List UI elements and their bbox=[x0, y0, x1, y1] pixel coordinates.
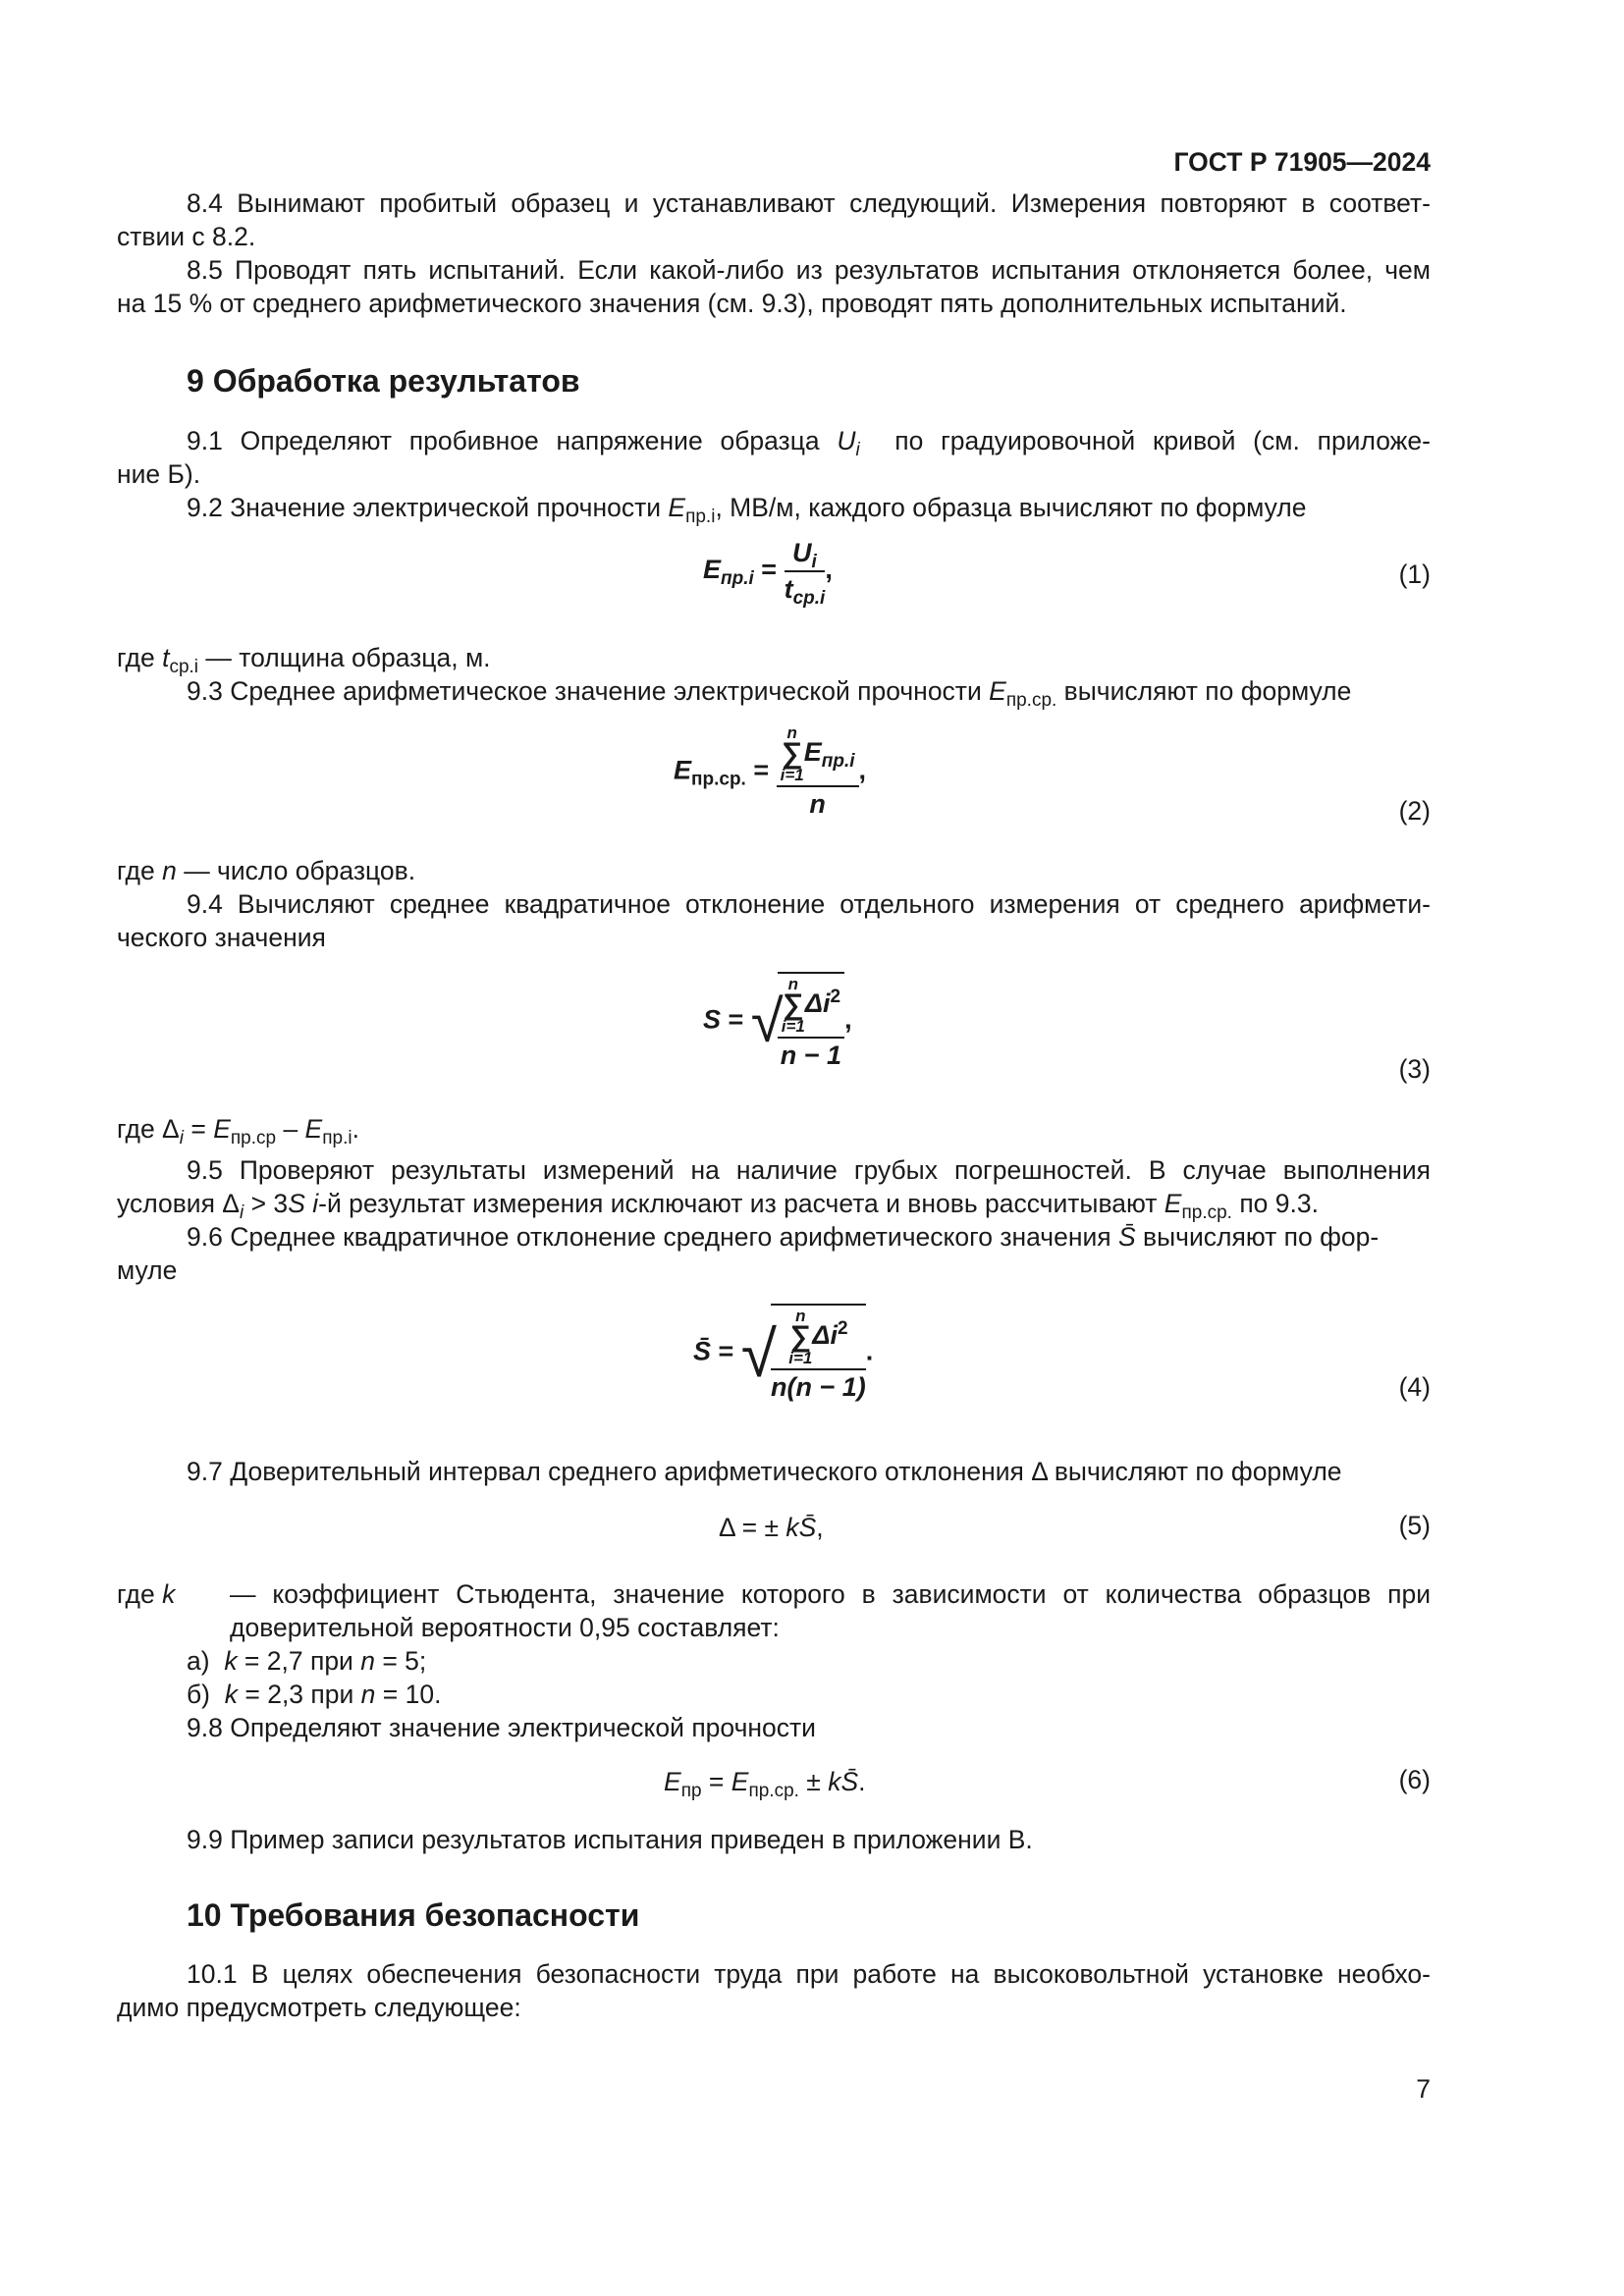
clause-text: условия Δ bbox=[117, 1189, 240, 1218]
fraction bbox=[778, 976, 844, 1071]
eq-sign: = bbox=[183, 1114, 214, 1144]
item-text: = 2,7 при bbox=[237, 1646, 361, 1676]
var-k: k bbox=[224, 1646, 238, 1676]
where-label: где Δ bbox=[117, 1114, 180, 1144]
clause-number: 10.1 bbox=[187, 1959, 238, 1989]
eq-tail: , bbox=[825, 555, 833, 585]
clause-text: Вычисляют среднее квадратичное отклонение отдельного измерения от среднего арифмети- bbox=[237, 889, 1431, 919]
paragraph-8-5-line1 bbox=[117, 253, 1431, 287]
where-t bbox=[117, 641, 491, 677]
equation-3-number: (3) bbox=[1398, 1054, 1431, 1084]
sqrt-icon: √ bbox=[740, 1316, 778, 1390]
paragraph-9-4-line1 bbox=[117, 887, 1431, 921]
where-k-line2: доверительной вероятности 0,95 составляет: bbox=[230, 1613, 780, 1642]
eq-lhs: E bbox=[703, 555, 722, 585]
pm-sign: ± bbox=[798, 1767, 829, 1796]
sum-term-sub: пр.i bbox=[821, 751, 855, 773]
where-k-line1: — коэффициент Стьюдента, значение которого в зависимости от количества образцов при bbox=[230, 1579, 1431, 1609]
where-text: — толщина образца, м. bbox=[205, 643, 491, 672]
eq-tail: . bbox=[865, 1336, 874, 1366]
var-s-bar: S̄ bbox=[840, 1767, 859, 1796]
clause-text: вычисляют по формуле bbox=[1063, 676, 1352, 706]
var-e: E bbox=[989, 676, 1006, 706]
eq-numerator-sub: i bbox=[811, 552, 817, 572]
radicand bbox=[771, 1304, 866, 1403]
sum-operator bbox=[781, 724, 804, 783]
eq-lhs: E bbox=[674, 755, 692, 785]
eq-denominator: n − 1 bbox=[780, 1041, 842, 1070]
var-e: E bbox=[213, 1114, 231, 1144]
clause-number: 9.6 bbox=[187, 1222, 223, 1252]
paragraph-9-5-line1 bbox=[117, 1153, 1431, 1187]
eq-denominator: t bbox=[784, 574, 793, 604]
var-sub: пр.i bbox=[685, 507, 716, 527]
eq-tail: , bbox=[816, 1513, 824, 1542]
var-sub: пр.ср. bbox=[748, 1781, 799, 1801]
paragraph-9-2 bbox=[187, 491, 1307, 527]
eq-denominator: n(n − 1) bbox=[771, 1372, 866, 1402]
var-e: E bbox=[731, 1767, 749, 1796]
clause-number: 9.2 bbox=[187, 493, 223, 522]
eq-denominator: n bbox=[809, 789, 826, 819]
equation-3: S = √ n ∑ i=1 $\Delta i^2$ n − 1 , bbox=[703, 972, 852, 1071]
var-u: U bbox=[837, 426, 856, 455]
fraction bbox=[777, 724, 859, 820]
equation-6 bbox=[664, 1765, 866, 1801]
paragraph-9-4-line2: ческого значения bbox=[117, 923, 326, 952]
paragraph-9-9 bbox=[187, 1823, 1033, 1856]
where-label: где bbox=[117, 1579, 155, 1609]
clause-number: 8.4 bbox=[187, 188, 223, 218]
sum-upper: n bbox=[795, 1307, 806, 1325]
var-sub: пр.ср. bbox=[1005, 690, 1057, 711]
exponent: 2 bbox=[838, 1318, 848, 1340]
clause-text: , МВ/м, каждого образца вычисляют по формуле bbox=[715, 493, 1307, 522]
standard-designation: ГОСТ Р 71905—2024 bbox=[1173, 147, 1431, 177]
list-item bbox=[187, 1678, 441, 1711]
clause-text: Среднее квадратичное отклонение среднего арифметического значения bbox=[230, 1222, 1111, 1252]
item-text: = 10. bbox=[375, 1680, 442, 1709]
where-label: где bbox=[117, 643, 155, 672]
exponent: 2 bbox=[830, 987, 841, 1008]
var-i: i bbox=[304, 1189, 319, 1218]
paragraph-8-4-line2: ствии с 8.2. bbox=[117, 222, 256, 251]
equation-4-number: (4) bbox=[1398, 1372, 1431, 1402]
clause-number: 9.8 bbox=[187, 1713, 223, 1742]
sigma-icon: ∑ bbox=[781, 737, 803, 770]
var-n: n bbox=[360, 1680, 376, 1709]
equation-5 bbox=[719, 1511, 824, 1544]
clause-number: 9.4 bbox=[187, 889, 223, 919]
eq-sign: = bbox=[701, 1767, 731, 1796]
clause-number: 8.5 bbox=[187, 255, 223, 285]
clause-number: 9.7 bbox=[187, 1457, 223, 1486]
clause-text: по 9.3. bbox=[1231, 1189, 1319, 1218]
var-t: t bbox=[162, 643, 170, 672]
clause-text: Определяют значение электрической прочности bbox=[230, 1713, 816, 1742]
equation-2: $E_{пр.ср.}$ = n ∑ i=1 $E_{пр.i}$ n , bbox=[674, 723, 867, 819]
sum-lower: i=1 bbox=[788, 1349, 813, 1367]
var-n: n bbox=[162, 856, 177, 885]
var-sub: пр.i bbox=[322, 1128, 352, 1148]
equation-2-number: (2) bbox=[1398, 796, 1431, 826]
paragraph-9-6-line2: муле bbox=[117, 1255, 178, 1285]
var-s: S bbox=[288, 1189, 305, 1218]
list-marker: а) bbox=[187, 1646, 210, 1676]
sqrt-icon: √ bbox=[750, 988, 784, 1054]
eq-tail: . bbox=[858, 1767, 866, 1796]
sum-upper: n bbox=[787, 975, 798, 993]
eq-lhs-sub: пр.i bbox=[721, 568, 754, 590]
var-sub: пр bbox=[680, 1781, 702, 1801]
section-9-heading: 9 Обработка результатов bbox=[187, 363, 580, 399]
var-sub: i bbox=[179, 1128, 184, 1148]
period: . bbox=[352, 1114, 359, 1144]
equation-5-number: (5) bbox=[1398, 1511, 1431, 1540]
eq-tail: , bbox=[858, 755, 867, 785]
paragraph-9-8 bbox=[187, 1711, 816, 1744]
var-s-bar: S̄ bbox=[798, 1513, 817, 1542]
paragraph-8-5-line2: на 15 % от среднего арифметического значения (см. 9.3), проводят пять дополнительных испытаний. bbox=[117, 289, 1347, 318]
var-k: k bbox=[785, 1513, 799, 1542]
list-marker: б) bbox=[187, 1680, 211, 1709]
sum-operator bbox=[788, 1308, 812, 1366]
var-e: E bbox=[664, 1767, 681, 1796]
sum-term: Δi bbox=[812, 1320, 838, 1351]
var-k: k bbox=[828, 1767, 841, 1796]
fraction bbox=[771, 1308, 866, 1403]
var-e: E bbox=[668, 493, 686, 522]
clause-text: Значение электрической прочности bbox=[230, 493, 662, 522]
equation-4: S̄ = √ n ∑ i=1 $\Delta i^2$ n(n − 1) . bbox=[693, 1304, 873, 1403]
eq-tail: , bbox=[844, 1004, 852, 1035]
page-number: 7 bbox=[1416, 2074, 1431, 2104]
var-sub: i bbox=[855, 440, 860, 460]
paragraph-9-5-line2 bbox=[117, 1187, 1319, 1223]
var-sub: пр.ср. bbox=[1181, 1202, 1232, 1223]
clause-number: 9.5 bbox=[187, 1155, 223, 1185]
paragraph-10-1-line1 bbox=[117, 1957, 1431, 1991]
var-sub: пр.ср bbox=[230, 1128, 277, 1148]
where-k-label bbox=[117, 1577, 175, 1611]
list-item bbox=[187, 1644, 426, 1678]
sum-lower: i=1 bbox=[781, 1017, 805, 1036]
var-e: E bbox=[304, 1114, 323, 1144]
clause-text: Определяют пробивное напряжение образца bbox=[240, 426, 820, 455]
clause-text: Проверяют результаты измерений на наличие грубых погрешностей. В случае выполнения bbox=[239, 1155, 1431, 1185]
sum-upper: n bbox=[786, 723, 797, 742]
where-text: — число образцов. bbox=[184, 856, 416, 885]
paragraph-9-1-line1 bbox=[117, 424, 1431, 460]
eq-numerator: U bbox=[792, 538, 812, 567]
var-s-bar: S̄ bbox=[1117, 1222, 1136, 1252]
where-n bbox=[117, 854, 415, 887]
where-label: где bbox=[117, 856, 155, 885]
sum-lower: i=1 bbox=[780, 766, 804, 784]
var-sub: ср.i bbox=[169, 657, 199, 677]
var-n: n bbox=[360, 1646, 375, 1676]
section-10-heading: 10 Требования безопасности bbox=[187, 1897, 640, 1933]
radicand bbox=[778, 972, 844, 1071]
sum-operator bbox=[782, 976, 805, 1035]
clause-text: Доверительный интервал среднего арифметического отклонения Δ вычисляют по формуле bbox=[230, 1457, 1342, 1486]
clause-text: по градуировочной кривой (см. приложе- bbox=[894, 426, 1431, 455]
var-sub: i bbox=[240, 1202, 244, 1223]
equation-1-number: (1) bbox=[1398, 560, 1431, 589]
eq-lhs-sub: пр.ср. bbox=[691, 769, 746, 790]
clause-text: Пример записи результатов испытания приведен в приложении В. bbox=[230, 1825, 1033, 1854]
sigma-icon: ∑ bbox=[783, 988, 804, 1021]
where-delta bbox=[117, 1112, 359, 1146]
sum-term: Δi bbox=[804, 988, 831, 1019]
fraction bbox=[784, 538, 826, 609]
eq-lhs: S bbox=[703, 1004, 722, 1035]
clause-number: 9.9 bbox=[187, 1825, 223, 1854]
paragraph-8-4-line1 bbox=[117, 187, 1431, 220]
clause-text: Вынимают пробитый образец и устанавливают следующий. Измерения повторяют в соответ- bbox=[237, 188, 1431, 218]
paragraph-9-3 bbox=[187, 674, 1352, 711]
clause-text: Проводят пять испытаний. Если какой-либо из результатов испытания отклоняется более, чем bbox=[235, 255, 1431, 285]
clause-text: вычисляют по фор- bbox=[1143, 1222, 1380, 1252]
clause-number: 9.3 bbox=[187, 676, 223, 706]
paragraph-10-1-line2: димо предусмотреть следующее: bbox=[117, 1993, 521, 2022]
sigma-icon: ∑ bbox=[789, 1320, 811, 1353]
item-text: = 2,3 при bbox=[238, 1680, 361, 1709]
equation-1: $E_{пр.i}$ = $\frac{U_i}{t_{ср.i}}$ , bbox=[703, 538, 833, 609]
clause-text: Среднее арифметическое значение электрической прочности bbox=[230, 676, 982, 706]
eq-denominator-sub: ср.i bbox=[792, 588, 826, 609]
eq-lhs: S̄ bbox=[693, 1336, 712, 1366]
var-e: E bbox=[1164, 1189, 1182, 1218]
paragraph-9-7 bbox=[187, 1455, 1342, 1488]
clause-text: В целях обеспечения безопасности труда при работе на высоковольтной установке необхо- bbox=[250, 1959, 1431, 1989]
var-k: k bbox=[162, 1579, 176, 1609]
paragraph-9-1-line2: ние Б). bbox=[117, 459, 201, 489]
sum-term: E bbox=[803, 737, 822, 768]
minus-sign: – bbox=[276, 1114, 305, 1144]
equation-6-number: (6) bbox=[1398, 1765, 1431, 1794]
eq-lhs: Δ = ± bbox=[719, 1513, 786, 1542]
var-k: k bbox=[224, 1680, 238, 1709]
item-text: = 5; bbox=[374, 1646, 427, 1676]
clause-text: > 3 bbox=[244, 1189, 289, 1218]
paragraph-9-6-line1 bbox=[187, 1220, 1379, 1254]
clause-number: 9.1 bbox=[187, 426, 223, 455]
clause-text: -й результат измерения исключают из расчета и вновь рассчитывают bbox=[318, 1189, 1164, 1218]
